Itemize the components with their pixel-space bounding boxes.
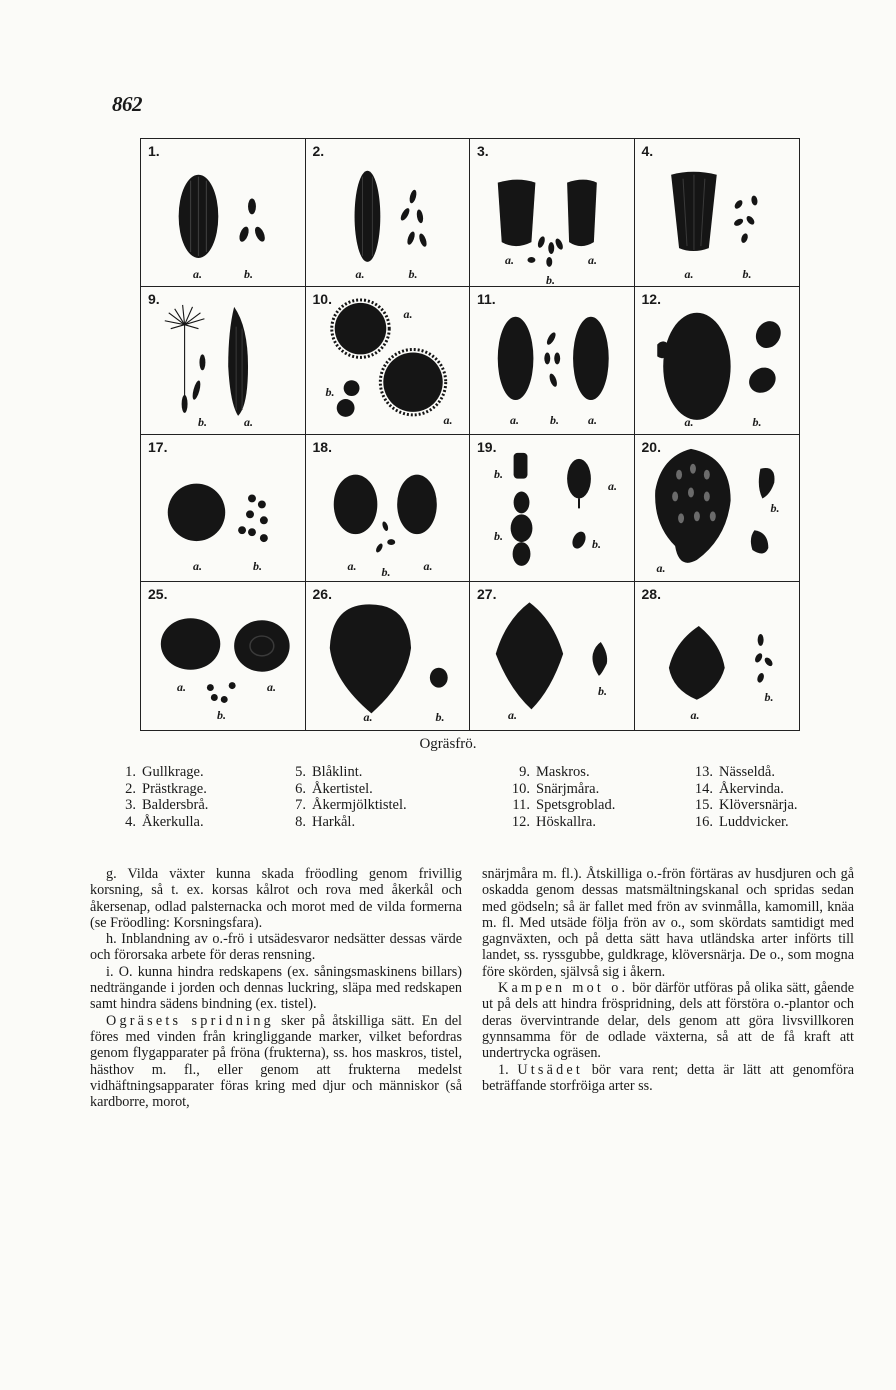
- plate-cell: [306, 582, 471, 730]
- seed-label: a.: [510, 412, 519, 427]
- seed-label: a.: [403, 306, 413, 321]
- legend-item: 1. Gullkrage.: [125, 764, 204, 780]
- legend-item: 3. Baldersbrå.: [125, 797, 209, 813]
- seed-label: a.: [177, 680, 186, 695]
- legend-column: [282, 764, 407, 830]
- legend-item: 15. Klöversnärja.: [694, 797, 798, 813]
- plate-cell: [306, 435, 471, 583]
- plate-cell: [470, 287, 635, 435]
- seed-illustration: [306, 287, 470, 434]
- seed-label: a.: [588, 253, 597, 267]
- cell-number: 10.: [312, 290, 332, 307]
- paragraph: 1. Utsädet bör vara rent; detta är lätt att genomföra beträffande storfröiga arter ss.: [482, 1061, 854, 1094]
- seed-label: a.: [244, 414, 253, 429]
- seed-label: b.: [217, 708, 226, 723]
- seed-label: b.: [381, 564, 391, 579]
- seed-label: b.: [550, 412, 559, 427]
- plate-cell: [635, 582, 800, 730]
- plate-cell: [635, 435, 800, 583]
- seed-illustration: [635, 287, 800, 434]
- seed-illustration: [635, 139, 800, 286]
- section-heading: Utsädet: [517, 1061, 584, 1078]
- seed-illustration: [635, 582, 800, 730]
- seed-label: b.: [408, 267, 418, 281]
- plate-cell: [141, 435, 306, 583]
- legend-item: 16. Luddvicker.: [694, 813, 789, 830]
- seed-label: b.: [598, 684, 607, 699]
- section-heading: Kampen mot o.: [498, 980, 629, 997]
- seed-label: b.: [592, 536, 601, 551]
- body-column-left: [90, 866, 462, 1110]
- seed-label: a.: [355, 267, 365, 281]
- cell-number: 25.: [148, 586, 168, 603]
- plate-cell: [635, 287, 800, 435]
- legend-item: 14. Åkervinda.: [694, 780, 784, 797]
- cell-number: 19.: [477, 438, 497, 455]
- paragraph: Kampen mot o. bör därför utföras på olika sätt, gående ut på dels att hindra fröspridning, dels att förstöra o.-plantor och deras övervintrande delar, dels genom att göra livsvillkoren gynnsamma för de odlade växterna, så att de få kraft att undertrycka ogräsen.: [482, 980, 854, 1062]
- cell-number: 3.: [477, 143, 489, 159]
- paragraph: i. O. kunna hindra redskapens (ex. såningsmaskinens billars) nedträngande i jorden och dennas luckring, släpa med redskapen samt hindra sädens bindning (ex. tistel).: [90, 963, 462, 1013]
- seed-label: b.: [494, 466, 503, 481]
- legend-item: 5. Blåklint.: [295, 764, 363, 780]
- paragraph: Ogräsets spridning sker på åtskilliga sätt. En del föres med vinden från kringliggande marker, vilket befordras genom flygapparater på fröna (frukterna), ss. hos maskros, tistel, hästhov m. fl., eller genom att frukterna medelst vidhäftningsapparater föras kring med djur och människor (så kardborre, morot,: [90, 1012, 462, 1111]
- legend-item: 6. Åkertistel.: [295, 780, 373, 797]
- seed-label: a.: [423, 558, 433, 573]
- seed-label: a.: [347, 558, 357, 573]
- legend-column: [683, 764, 798, 830]
- seed-illustration: [470, 582, 634, 730]
- plate-caption: Ogräsfrö.: [419, 736, 477, 752]
- seed-label: a.: [267, 680, 276, 695]
- seed-illustration: [141, 435, 305, 582]
- seed-label: b.: [742, 267, 752, 281]
- seed-label: b.: [764, 690, 774, 705]
- seed-label: b.: [546, 273, 555, 287]
- seed-label: a.: [690, 708, 700, 723]
- seed-plate: [140, 138, 800, 731]
- seed-label: a.: [508, 708, 517, 723]
- seed-illustration: [141, 287, 305, 434]
- cell-number: 18.: [312, 438, 332, 455]
- seed-label: b.: [435, 710, 445, 725]
- plate-cell: [141, 287, 306, 435]
- legend-item: 7. Åkermjölktistel.: [295, 797, 407, 813]
- section-heading: Ogräsets spridning: [106, 1012, 274, 1029]
- cell-number: 27.: [477, 586, 497, 603]
- seed-label: b.: [494, 528, 503, 543]
- seed-label: b.: [770, 500, 780, 515]
- paragraph: g. Vilda växter kunna skada fröodling genom frivillig korsning, så t. ex. korsas kålrot och rova med åkerkål och åkersenap, odlad palsternacka och morot med de vilda formerna (se Fröodling: Korsningsfara).: [90, 866, 462, 931]
- legend-item: 4. Åkerkulla.: [125, 813, 204, 830]
- plate-cell: [470, 435, 635, 583]
- seed-label: a.: [363, 710, 373, 725]
- cell-number: 20.: [641, 438, 661, 455]
- seed-label: a.: [656, 560, 666, 575]
- seed-illustration: [470, 435, 634, 582]
- plate-cell: [141, 582, 306, 730]
- seed-label: a.: [505, 253, 514, 267]
- legend-column: [112, 764, 208, 830]
- seed-label: b.: [244, 267, 253, 281]
- seed-illustration: [470, 287, 634, 434]
- seed-illustration: [306, 582, 470, 730]
- legend-item: 8. Harkål.: [295, 813, 356, 830]
- cell-number: 28.: [641, 586, 661, 603]
- legend-item: 11. Spetsgroblad.: [512, 797, 616, 813]
- seed-label: a.: [684, 267, 694, 281]
- cell-number: 12.: [641, 290, 661, 307]
- plate-cell: [306, 287, 471, 435]
- body-column-right: [482, 866, 854, 1094]
- seed-label: b.: [325, 384, 335, 399]
- plate-cell: [306, 139, 471, 287]
- seed-label: b.: [198, 414, 207, 429]
- legend-item: 12. Höskallra.: [511, 813, 596, 830]
- seed-label: b.: [253, 558, 262, 573]
- seed-label: a.: [443, 412, 453, 427]
- plate-cell: [635, 139, 800, 287]
- seed-illustration: [141, 139, 305, 286]
- paragraph: snärjmåra m. fl.). Åtskilliga o.-frön förtäras av husdjuren och gå oskadda genom dessas matsmältningskanal och spridas sedan med gödseln; så är fallet med frön av svinmålla, kamomill, knäa m. fl. Med utsäde följa frön av o., som skördats samtidigt med gagnväxten, och på detta sätt hava utländska arter införts till landet, ss. ryssgubbe, guldkrage, klöversnärja. De o., som mogna före skörden, självså sig i åkern.: [482, 866, 854, 980]
- seed-label: b.: [752, 414, 762, 429]
- seed-illustration: [306, 139, 470, 286]
- cell-number: 9.: [148, 290, 160, 307]
- paragraph: h. Inblandning av o.-frö i utsädesvaror nedsätter dessas värde och förorsaka arbete för deras rensning.: [90, 931, 462, 964]
- plate-cell: [470, 139, 635, 287]
- seed-label: a.: [193, 267, 202, 281]
- seed-illustration: [470, 139, 634, 286]
- cell-number: 26.: [312, 586, 332, 603]
- legend-item: 13. Nässeldå.: [694, 764, 775, 780]
- seed-label: a.: [588, 412, 597, 427]
- legend-item: 2. Prästkrage.: [125, 780, 207, 797]
- cell-number: 2.: [312, 143, 325, 159]
- cell-number: 4.: [641, 143, 654, 159]
- page-number: 862: [112, 92, 142, 116]
- seed-illustration: [306, 435, 470, 582]
- seed-label: a.: [684, 414, 694, 429]
- legend-column: [500, 764, 615, 830]
- seed-label: a.: [608, 478, 617, 493]
- legend-item: 9. Maskros.: [519, 764, 590, 780]
- cell-number: 11.: [477, 290, 496, 307]
- legend-item: 10. Snärjmåra.: [511, 780, 600, 797]
- seed-label: a.: [193, 558, 202, 573]
- cell-number: 1.: [148, 143, 160, 159]
- plate-cell: [141, 139, 306, 287]
- plate-cell: [470, 582, 635, 730]
- cell-number: 17.: [148, 438, 168, 455]
